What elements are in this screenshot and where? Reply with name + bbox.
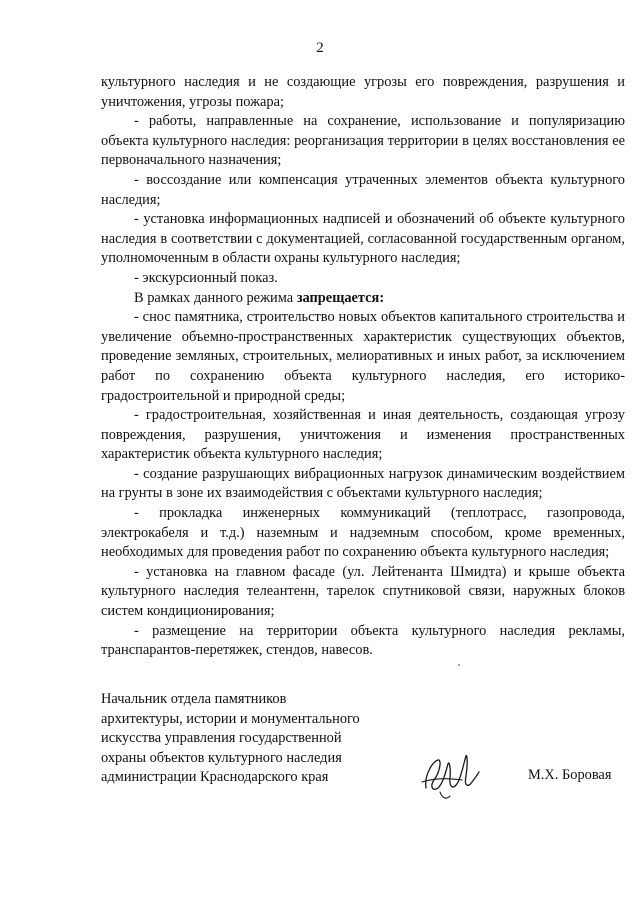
signatory-title-line: администрации Краснодарского края bbox=[101, 769, 329, 786]
paragraph: - установка на главном фасаде (ул. Лейтенанта Шмидта) и крыше объекта культурного наследия телеантенн, тарелок спутниковой связи, наружных блоков систем кондиционирования; bbox=[101, 563, 625, 620]
signatory-title bbox=[101, 690, 401, 788]
signatory-title-line: искусства управления государственной bbox=[101, 730, 342, 747]
signatory-title-line: охраны объектов культурного наследия bbox=[101, 749, 342, 766]
prohibited-word: запрещается: bbox=[296, 289, 385, 306]
scan-speck bbox=[458, 664, 460, 666]
paragraph: - установка информационных надписей и обозначений об объекте культурного наследия в соответствии с документацией, согласованной государственным органом, уполномоченным в области охраны культурного наследия; bbox=[101, 211, 625, 267]
page-number: 2 bbox=[316, 40, 324, 56]
signatory-title-line: Начальник отдела памятников bbox=[101, 691, 287, 707]
paragraph: - градостроительная, хозяйственная и иная деятельность, создающая угрозу повреждения, разрушения, уничтожения и изменения пространственных характеристик объекта культурного наследия; bbox=[101, 407, 625, 463]
paragraph: - работы, направленные на сохранение, использование и популяризацию объекта культурного наследия: реорганизация территории в целях восстановления ее первоначального назначения; bbox=[101, 113, 625, 169]
prohibited-intro: В рамках данного режима bbox=[134, 289, 294, 306]
prohibited-heading bbox=[101, 289, 625, 309]
signer-name: М.Х. Боровая bbox=[528, 767, 612, 783]
paragraph: - экскурсионный показ. bbox=[134, 269, 278, 286]
signatory-title-line: архитектуры, истории и монументального bbox=[101, 710, 360, 727]
paragraph: - снос памятника, строительство новых объектов капитального строительства и увеличение объемно-пространственных характеристик существующих объектов, проведение земляных, строительных, мелиоративных и иных работ, за исключением работ по сохранению объекта культурного наследия, его историко-градостроительной и природной среды; bbox=[101, 309, 625, 404]
document-body bbox=[101, 73, 625, 661]
paragraph: - размещение на территории объекта культурного наследия рекламы, транспарантов-перетяжек, стендов, навесов. bbox=[101, 622, 625, 659]
paragraph: - создание разрушающих вибрационных нагрузок динамическим воздействием на грунты в зоне их взаимодействия с объектами культурного наследия; bbox=[101, 465, 625, 502]
paragraph: культурного наследия и не создающие угрозы его повреждения, разрушения и уничтожения, угрозы пожара; bbox=[101, 74, 625, 110]
paragraph: - воссоздание или компенсация утраченных элементов объекта культурного наследия; bbox=[101, 171, 625, 208]
handwritten-signature bbox=[418, 748, 480, 802]
paragraph: - прокладка инженерных коммуникаций (теплотрасс, газопровода, электрокабеля и т.д.) наземным и надземным способом, кроме временных, необходимых для проведения работ по сохранению объекта культурного наследия; bbox=[101, 505, 625, 561]
